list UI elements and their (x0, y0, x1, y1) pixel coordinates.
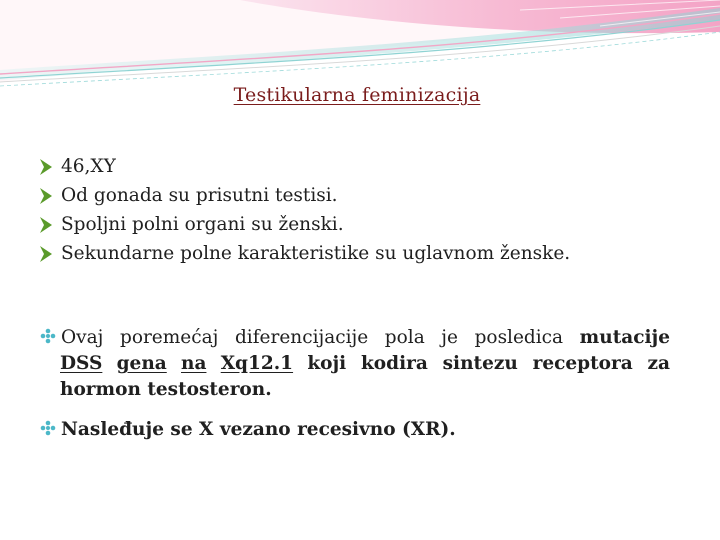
bold-term: mutacije (579, 327, 670, 348)
paragraph-mutation (40, 325, 670, 403)
gene-term: na (181, 353, 207, 374)
bullet-item (35, 181, 675, 210)
arrow-bullet-icon (35, 243, 57, 265)
bullet-list (35, 152, 675, 268)
gene-term: DSS (60, 353, 103, 374)
paragraph-inheritance (40, 417, 670, 443)
bullet-text: Sekundarne polne karakteristike su uglavnom ženske. (61, 243, 571, 264)
paragraph-line (40, 377, 670, 403)
bullet-text: Od gonada su prisutni testisi. (61, 185, 338, 206)
bold-text: koji kodira sintezu receptora za (307, 353, 671, 374)
paragraph-line (40, 325, 670, 351)
bold-text: hormon testosteron. (60, 379, 272, 400)
bullet-item (35, 239, 675, 268)
arrow-bullet-icon (35, 185, 57, 207)
paragraph-line (40, 351, 670, 377)
arrow-bullet-icon (35, 156, 57, 178)
paragraph-text: Nasleđuje se X vezano recesivno (XR). (61, 419, 456, 440)
gene-locus: Xq12.1 (220, 353, 294, 374)
bullet-item (35, 152, 675, 181)
flower-bullet-icon (40, 420, 60, 436)
bullet-item (35, 210, 675, 239)
arrow-bullet-icon (35, 214, 57, 236)
bullet-text: Spoljni polni organi su ženski. (61, 214, 344, 235)
bullet-text: 46,XY (61, 156, 116, 177)
gene-term: gena (116, 353, 167, 374)
slide-title: Testikularna feminizacija (233, 84, 481, 106)
flower-bullet-icon (40, 328, 60, 344)
decorative-banner (0, 0, 720, 90)
paragraph-text: Ovaj poremećaj diferencijacije pola je posledica (61, 327, 564, 348)
